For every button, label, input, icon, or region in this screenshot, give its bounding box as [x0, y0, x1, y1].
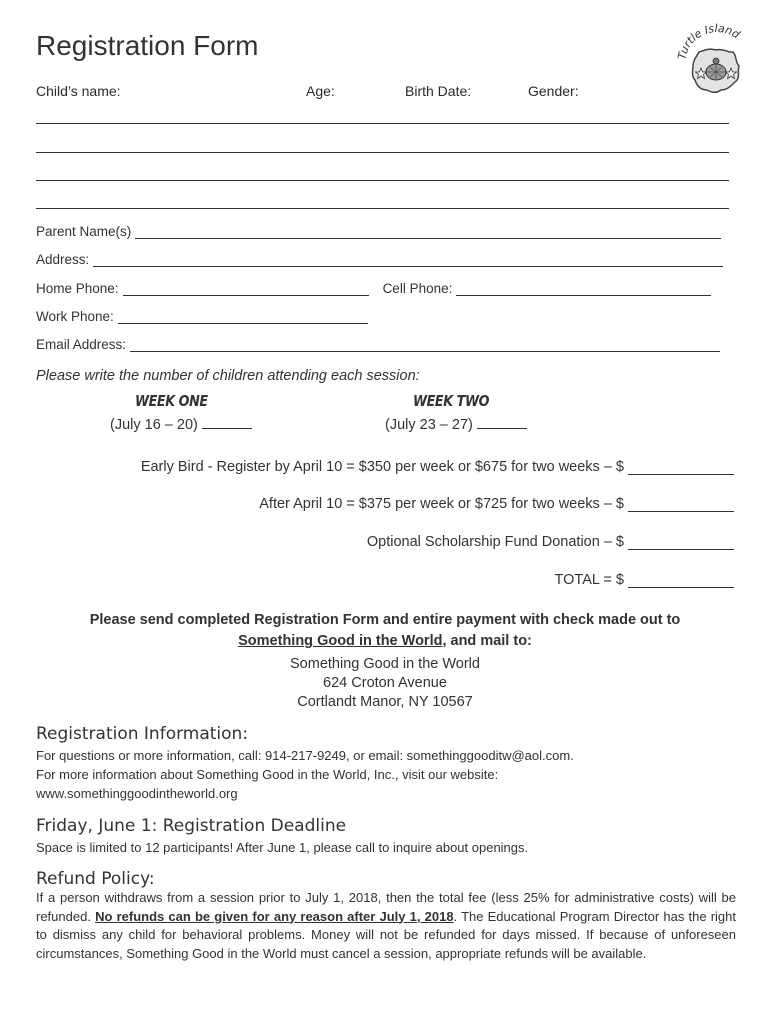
after-april-label: After April 10 = $375 per week or $725 for two weeks – $ [259, 496, 624, 512]
mailing-address-1: Something Good in the World [290, 656, 480, 672]
refund-text-bold: No refunds can be given for any reason after July 1, 2018 [95, 908, 454, 924]
birth-date-label: Birth Date: [405, 83, 472, 99]
week-one-title: WEEK ONE [135, 392, 208, 410]
parent-name-label: Parent Name(s) [36, 224, 132, 239]
scholarship-amount-input[interactable] [628, 537, 734, 550]
email-input[interactable] [130, 339, 720, 352]
info-heading: Registration Information: [36, 724, 249, 744]
info-line-1: For questions or more information, call: 914-217-9249, or email: somethinggooditw@aol.com. [36, 748, 574, 763]
refund-text [36, 889, 736, 963]
mailing-payee-line [0, 633, 770, 649]
deadline-text: Space is limited to 12 participants! After June 1, please call to inquire about openings. [36, 840, 529, 855]
week-one-dates: (July 16 – 20) [110, 417, 198, 433]
week-two-dates: (July 23 – 27) [385, 417, 473, 433]
mailing-instruction: Please send completed Registration Form and entire payment with check made out to [89, 612, 681, 628]
early-bird-amount-input[interactable] [628, 462, 734, 475]
refund-heading: Refund Policy: [36, 869, 155, 889]
mailing-address-2: 624 Croton Avenue [323, 675, 447, 691]
refund-text-b: . The Educational Program Director has the right to dismiss any child for behavioral problems. Money will not be refunded for days missed. If because of unforeseen circumstances, Something Good in the World must cancel a session, appropriate refunds will be available. [36, 908, 736, 961]
page-title: Registration Form [36, 30, 259, 61]
refund-text-a: If a person withdraws from a session prior to July 1, 2018, then the total fee (less 25% for administrative costs) will be refunded. [36, 890, 736, 924]
turtle-island-logo [671, 20, 761, 110]
work-phone-label: Work Phone: [36, 309, 114, 324]
week-two-count-input[interactable] [477, 416, 527, 429]
session-instruction: Please write the number of children attending each session: [36, 368, 420, 384]
payee-name: Something Good in the World [238, 633, 443, 649]
scholarship-label: Optional Scholarship Fund Donation – $ [366, 534, 624, 550]
child-line-3[interactable] [36, 180, 729, 181]
work-phone-input[interactable] [118, 311, 368, 324]
child-name-label: Child’s name: [36, 83, 121, 99]
child-line-1[interactable] [36, 123, 729, 124]
week-two-title: WEEK TWO [413, 392, 490, 410]
total-amount-input[interactable] [628, 575, 734, 588]
parent-name-field [36, 224, 721, 239]
total-row [555, 572, 734, 588]
info-line-2: For more information about Something Good in the World, Inc., visit our website: [36, 767, 499, 782]
after-april-amount-input[interactable] [628, 499, 734, 512]
child-line-4[interactable] [36, 208, 729, 209]
mailing-address-3: Cortlandt Manor, NY 10567 [297, 694, 473, 710]
email-label: Email Address: [36, 337, 127, 352]
address-label: Address: [36, 252, 90, 267]
early-bird-label: Early Bird - Register by April 10 = $350 per week or $675 for two weeks – $ [140, 459, 624, 475]
home-phone-input[interactable] [123, 283, 369, 296]
cell-phone-input[interactable] [456, 283, 711, 296]
after-april-row [259, 496, 734, 512]
home-phone-label: Home Phone: [36, 281, 119, 296]
scholarship-row [367, 534, 734, 550]
total-label: TOTAL = $ [554, 572, 624, 588]
email-field [36, 337, 720, 352]
address-field [36, 252, 723, 267]
early-bird-row [141, 459, 734, 475]
mailing-suffix: , and mail to: [442, 633, 532, 649]
child-line-2[interactable] [36, 152, 729, 153]
home-phone-field [36, 281, 711, 296]
work-phone-field [36, 309, 368, 324]
svg-text:Turtle Island: Turtle Island [675, 21, 743, 61]
address-input[interactable] [93, 254, 723, 267]
age-label: Age: [306, 83, 335, 99]
deadline-heading: Friday, June 1: Registration Deadline [36, 816, 347, 836]
week-one-row [110, 416, 252, 433]
website-link[interactable]: www.somethinggoodintheworld.org [36, 786, 238, 801]
week-two-row [385, 416, 527, 433]
week-one-count-input[interactable] [202, 416, 252, 429]
cell-phone-label: Cell Phone: [382, 281, 453, 296]
gender-label: Gender: [528, 83, 579, 99]
parent-name-input[interactable] [135, 226, 721, 239]
